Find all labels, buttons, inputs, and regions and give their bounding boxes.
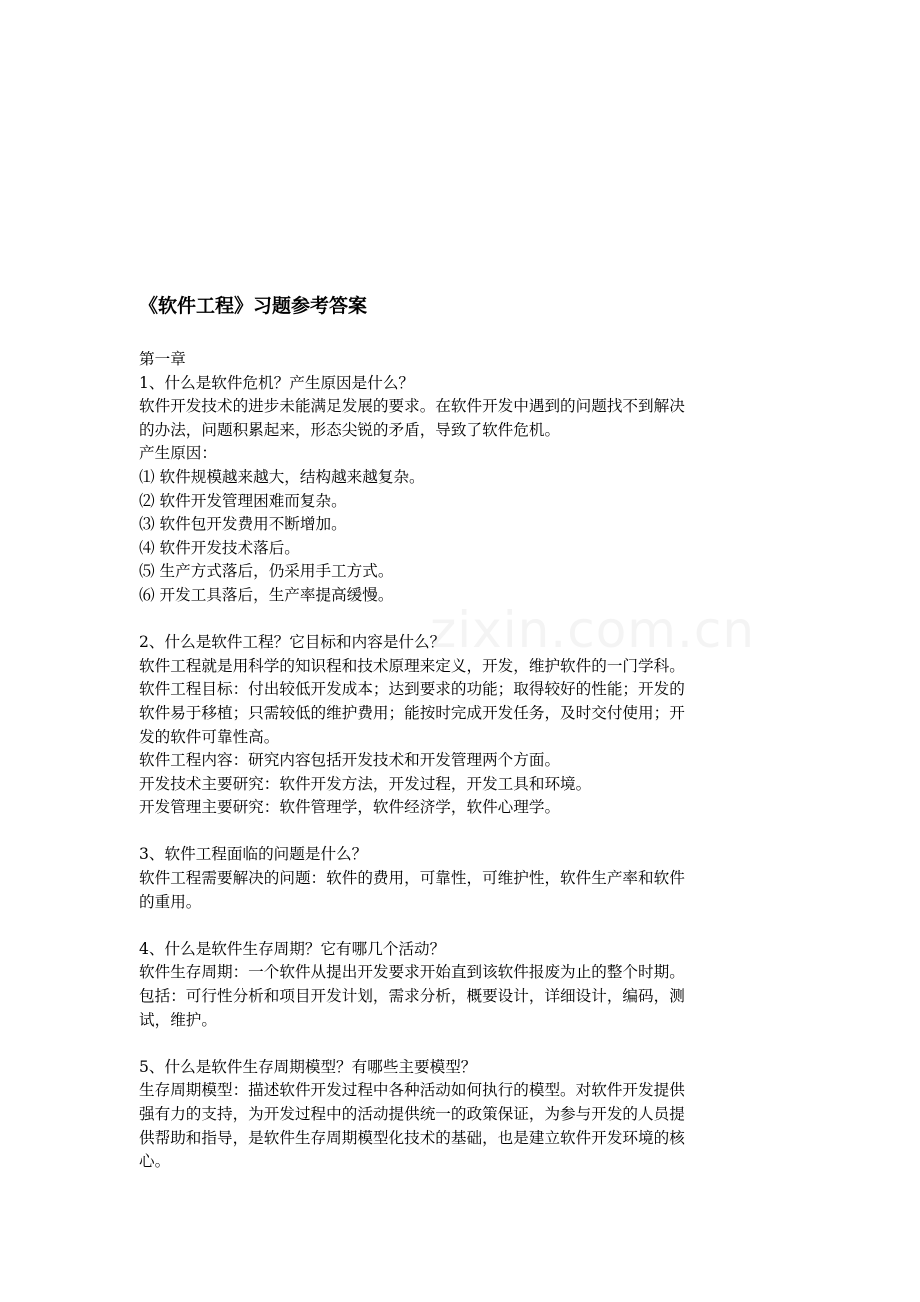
question-1: 1、什么是软件危机？产生原因是什么？ <box>139 373 415 392</box>
answer-5-line: 心。 <box>139 1152 171 1171</box>
cause-item: ⑸ 生产方式落后，仍采用手工方式。 <box>139 562 394 581</box>
answer-1-line: 软件开发技术的进步未能满足发展的要求。在软件开发中遇到的问题找不到解决 <box>139 397 685 416</box>
answer-2-line: 软件工程内容：研究内容包括开发技术和开发管理两个方面。 <box>139 751 561 770</box>
answer-5-line: 生存周期模型：描述软件开发过程中各种活动如何执行的模型。对软件开发提供 <box>139 1081 685 1100</box>
question-4: 4、什么是软件生存周期？它有哪几个活动？ <box>139 939 446 958</box>
question-3: 3、软件工程面临的问题是什么？ <box>139 845 368 864</box>
cause-item: ⑶ 软件包开发费用不断增加。 <box>139 515 347 534</box>
answer-2-line: 发的软件可靠性高。 <box>139 727 280 746</box>
cause-item: ⑹ 开发工具落后，生产率提高缓慢。 <box>139 585 394 604</box>
watermark: zixin.com.cn <box>430 601 756 659</box>
paragraph-gap <box>139 914 782 938</box>
answer-2-line: 开发技术主要研究：软件开发方法，开发过程，开发工具和环境。 <box>139 774 592 793</box>
answer-3-line: 软件工程需要解决的问题：软件的费用，可靠性，可维护性，软件生产率和软件 <box>139 869 685 888</box>
cause-label: 产生原因： <box>139 444 217 463</box>
answer-4-line: 包括：可行性分析和项目开发计划，需求分析，概要设计，详细设计，编码，测 <box>139 987 685 1006</box>
question-5: 5、什么是软件生存周期模型？有哪些主要模型？ <box>139 1057 477 1076</box>
answer-5-line: 强有力的支持，为开发过程中的活动提供统一的政策保证，为参与开发的人员提 <box>139 1105 685 1123</box>
answer-3-line: 的重用。 <box>139 892 202 911</box>
answer-2-line: 软件易于移植；只需较低的维护费用；能按时完成开发任务，及时交付使用；开 <box>139 703 685 722</box>
answer-4-line: 软件生存周期：一个软件从提出开发要求开始直到该软件报废为止的整个时期。 <box>139 963 685 982</box>
paragraph-gap <box>139 608 782 632</box>
cause-item: ⑵ 软件开发管理困难而复杂。 <box>139 491 347 510</box>
question-2: 2、什么是软件工程？它目标和内容是什么？ <box>139 633 446 652</box>
document-body <box>139 348 782 1174</box>
document-title: 《软件工程》习题参考答案 <box>139 295 368 317</box>
cause-item: ⑴ 软件规模越来越大，结构越来越复杂。 <box>139 467 425 486</box>
cause-item: ⑷ 软件开发技术落后。 <box>139 538 300 557</box>
chapter-heading: 第一章 <box>139 350 186 368</box>
answer-1-line: 的办法，问题积累起来，形态尖锐的矛盾，导致了软件危机。 <box>139 420 561 439</box>
answer-4-line: 试，维护。 <box>139 1010 217 1029</box>
paragraph-gap <box>139 1032 782 1056</box>
paragraph-gap <box>139 820 782 844</box>
answer-2-line: 软件工程就是用科学的知识程和技术原理来定义，开发，维护软件的一门学科。 <box>139 656 685 675</box>
answer-2-line: 开发管理主要研究：软件管理学，软件经济学，软件心理学。 <box>139 798 561 817</box>
answer-2-line: 软件工程目标：付出较低开发成本；达到要求的功能；取得较好的性能；开发的 <box>139 680 685 699</box>
answer-5-line: 供帮助和指导，是软件生存周期模型化技术的基础，也是建立软件开发环境的核 <box>139 1128 685 1147</box>
